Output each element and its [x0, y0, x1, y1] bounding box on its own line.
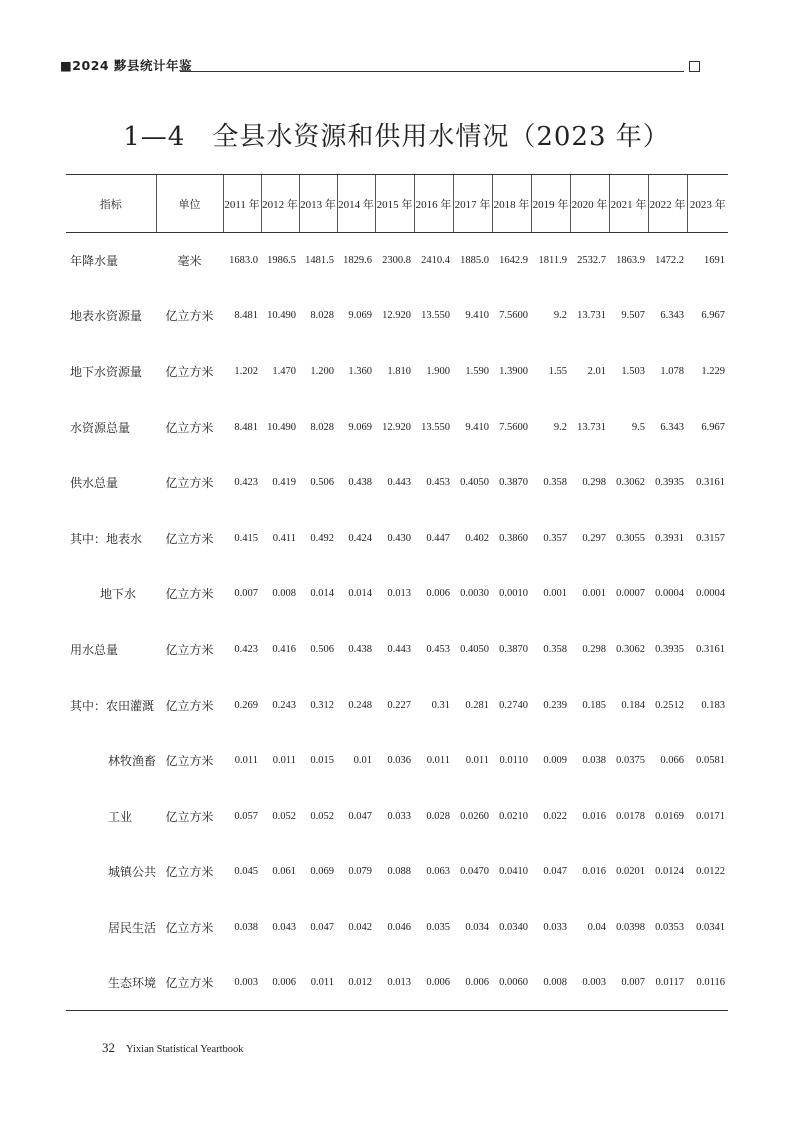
value-cell: 0.009: [543, 755, 567, 767]
value-cell: 0.243: [272, 699, 296, 711]
value-cell: 0.046: [387, 921, 411, 933]
value-cell: 0.31: [431, 699, 450, 711]
value-cell: 0.052: [310, 810, 334, 822]
value-cell: 0.0353: [655, 921, 684, 933]
value-cell: 1811.9: [538, 255, 567, 267]
table-row: [66, 733, 728, 789]
column-header: 2013 年: [299, 175, 337, 233]
unit-cell: 亿立方米: [165, 364, 214, 379]
unit-cell: 亿立方米: [165, 754, 214, 769]
table-row: [66, 288, 728, 344]
column-header: 2018 年: [492, 175, 531, 233]
value-cell: 0.4050: [460, 477, 489, 489]
value-cell: 0.447: [426, 532, 450, 544]
value-cell: 0.411: [272, 532, 296, 544]
value-cell: 1683.0: [229, 255, 258, 267]
value-cell: 9.410: [465, 421, 489, 433]
value-cell: 0.088: [387, 866, 411, 878]
value-cell: 0.008: [531, 955, 570, 1011]
value-cell: 0.028: [426, 810, 450, 822]
value-cell: 0.184: [621, 699, 645, 711]
value-cell: 1829.6: [343, 255, 372, 267]
value-cell: 0.069: [310, 866, 334, 878]
value-cell: 0.042: [348, 921, 372, 933]
column-header: 2023 年: [687, 175, 728, 233]
value-cell: 1885.0: [460, 255, 489, 267]
value-cell: 0.0470: [460, 866, 489, 878]
value-cell: 0.415: [234, 532, 258, 544]
column-header: 2021 年: [609, 175, 648, 233]
value-cell: 8.028: [310, 310, 334, 322]
value-cell: 9.069: [348, 421, 372, 433]
value-cell: 0.297: [582, 532, 606, 544]
value-cell: 0.011: [234, 755, 258, 767]
value-cell: 0.281: [465, 699, 489, 711]
value-cell: 0.0030: [460, 588, 489, 600]
value-cell: 0.3161: [696, 643, 725, 655]
value-cell: 7.5600: [499, 310, 528, 322]
value-cell: 9.069: [348, 310, 372, 322]
value-cell: 0.047: [348, 810, 372, 822]
value-cell: 0.453: [426, 643, 450, 655]
value-cell: 0.006: [453, 955, 492, 1011]
column-header: 2019 年: [531, 175, 570, 233]
value-cell: 0.079: [348, 866, 372, 878]
value-cell: 0.033: [387, 810, 411, 822]
value-cell: 0.035: [426, 921, 450, 933]
value-cell: 0.036: [387, 755, 411, 767]
value-cell: 0.0004: [655, 588, 684, 600]
value-cell: 0.0398: [616, 921, 645, 933]
header-rule: [180, 71, 684, 72]
value-cell: 0.0060: [492, 955, 531, 1011]
value-cell: 0.438: [348, 643, 372, 655]
value-cell: 0.0117: [648, 955, 687, 1011]
value-cell: 0.003: [570, 955, 609, 1011]
value-cell: 0.022: [543, 810, 567, 822]
value-cell: 9.507: [621, 310, 645, 322]
header-box-icon: [689, 61, 700, 72]
value-cell: 0.0169: [655, 810, 684, 822]
unit-cell: 毫米: [177, 254, 202, 269]
value-cell: 0.015: [310, 755, 334, 767]
value-cell: 0.047: [543, 866, 567, 878]
value-cell: 0.3055: [616, 532, 645, 544]
unit-cell: 亿立方米: [165, 587, 214, 602]
value-cell: 0.2512: [655, 699, 684, 711]
indicator-cell: 供水总量: [70, 476, 119, 491]
value-cell: 0.011: [426, 755, 450, 767]
value-cell: 0.038: [582, 755, 606, 767]
value-cell: 0.043: [272, 921, 296, 933]
value-cell: 0.0410: [499, 866, 528, 878]
column-header: 2015 年: [375, 175, 414, 233]
value-cell: 0.416: [272, 643, 296, 655]
value-cell: 0.4050: [460, 643, 489, 655]
value-cell: 1.202: [234, 365, 258, 377]
value-cell: 0.038: [234, 921, 258, 933]
value-cell: 2410.4: [421, 255, 450, 267]
value-cell: 7.5600: [499, 421, 528, 433]
value-cell: 0.430: [387, 532, 411, 544]
value-cell: 0.3062: [616, 643, 645, 655]
value-cell: 0.014: [310, 588, 334, 600]
value-cell: 0.0122: [696, 866, 725, 878]
value-cell: 13.550: [421, 310, 450, 322]
value-cell: 0.013: [375, 955, 414, 1011]
value-cell: 0.3935: [655, 477, 684, 489]
value-cell: 1.503: [621, 365, 645, 377]
value-cell: 0.008: [272, 588, 296, 600]
value-cell: 1.55: [548, 365, 567, 377]
unit-cell: 亿立方米: [165, 809, 214, 824]
value-cell: 0.438: [348, 477, 372, 489]
column-header: 2020 年: [570, 175, 609, 233]
page-title: 1—4 全县水资源和供用水情况（2023 年）: [123, 122, 670, 152]
value-cell: 0.01: [353, 755, 372, 767]
value-cell: 0.423: [234, 643, 258, 655]
indicator-cell: 用水总量: [70, 642, 119, 657]
value-cell: 10.490: [267, 421, 296, 433]
column-header: 2022 年: [648, 175, 687, 233]
value-cell: 0.3931: [655, 532, 684, 544]
value-cell: 0.012: [337, 955, 375, 1011]
table-row: [66, 844, 728, 900]
running-header: [60, 58, 700, 76]
yearbook-header-title: ■2024 黟县统计年鉴: [60, 58, 196, 74]
value-cell: 0.016: [582, 866, 606, 878]
value-cell: 0.506: [310, 477, 334, 489]
value-cell: 0.033: [543, 921, 567, 933]
value-cell: 6.967: [701, 421, 725, 433]
value-cell: 6.343: [660, 310, 684, 322]
table-body: [66, 233, 728, 1011]
value-cell: 0.443: [387, 643, 411, 655]
value-cell: 0.013: [387, 588, 411, 600]
page-footer: [102, 1040, 244, 1056]
value-cell: 0.183: [701, 699, 725, 711]
value-cell: 6.967: [701, 310, 725, 322]
value-cell: 0.001: [543, 588, 567, 600]
value-cell: 1.810: [387, 365, 411, 377]
value-cell: 0.298: [582, 643, 606, 655]
indicator-cell: 城镇公共: [108, 865, 157, 880]
value-cell: 0.034: [465, 921, 489, 933]
column-header: 单位: [156, 175, 223, 233]
value-cell: 0.3870: [499, 643, 528, 655]
value-cell: 0.424: [348, 532, 372, 544]
value-cell: 1863.9: [616, 255, 645, 267]
value-cell: 0.506: [310, 643, 334, 655]
unit-cell: 亿立方米: [165, 865, 214, 880]
unit-cell: 亿立方米: [165, 476, 214, 491]
value-cell: 0.0340: [499, 921, 528, 933]
unit-cell: 亿立方米: [165, 531, 214, 546]
table-row: [66, 455, 728, 511]
indicator-cell: 林牧渔畜: [108, 754, 157, 769]
value-cell: 13.731: [577, 421, 606, 433]
value-cell: 0.185: [582, 699, 606, 711]
column-header: 2017 年: [453, 175, 492, 233]
value-cell: 0.358: [543, 477, 567, 489]
value-cell: 0.006: [426, 588, 450, 600]
value-cell: 0.011: [465, 755, 489, 767]
value-cell: 8.481: [234, 310, 258, 322]
indicator-cell: 地下水: [100, 587, 137, 602]
value-cell: 2532.7: [577, 255, 606, 267]
value-cell: 0.3860: [499, 532, 528, 544]
value-cell: 8.028: [310, 421, 334, 433]
unit-cell: 亿立方米: [165, 420, 214, 435]
value-cell: 0.453: [426, 477, 450, 489]
value-cell: 1.229: [701, 365, 725, 377]
unit-cell: 亿立方米: [165, 698, 214, 713]
value-cell: 1.900: [426, 365, 450, 377]
table-row: [66, 622, 728, 678]
column-header: 2016 年: [414, 175, 453, 233]
unit-cell: 亿立方米: [165, 309, 214, 324]
value-cell: 0.269: [234, 699, 258, 711]
value-cell: 0.007: [609, 955, 648, 1011]
value-cell: 0.239: [543, 699, 567, 711]
value-cell: 0.357: [543, 532, 567, 544]
unit-cell: 亿立方米: [165, 920, 214, 935]
value-cell: 0.402: [465, 532, 489, 544]
value-cell: 0.0124: [655, 866, 684, 878]
value-cell: 0.052: [272, 810, 296, 822]
indicator-cell: 居民生活: [108, 920, 157, 935]
value-cell: 12.920: [382, 310, 411, 322]
value-cell: 2300.8: [382, 255, 411, 267]
column-header: 2014 年: [337, 175, 375, 233]
value-cell: 0.006: [414, 955, 453, 1011]
value-cell: 0.492: [310, 532, 334, 544]
value-cell: 0.066: [660, 755, 684, 767]
value-cell: 0.0260: [460, 810, 489, 822]
value-cell: 0.0581: [696, 755, 725, 767]
value-cell: 0.443: [387, 477, 411, 489]
value-cell: 0.016: [582, 810, 606, 822]
value-cell: 2.01: [587, 365, 606, 377]
value-cell: 0.0341: [696, 921, 725, 933]
column-header: 指标: [66, 175, 156, 233]
value-cell: 1.078: [660, 365, 684, 377]
value-cell: 0.227: [387, 699, 411, 711]
value-cell: 0.011: [299, 955, 337, 1011]
indicator-cell: 工业: [108, 809, 133, 824]
english-title: Yixian Statistical Yeartbook: [126, 1044, 244, 1055]
table-row: [66, 566, 728, 622]
indicator-cell: 年降水量: [70, 254, 119, 269]
value-cell: 0.0178: [616, 810, 645, 822]
value-cell: 0.3157: [696, 532, 725, 544]
value-cell: 1472.2: [655, 255, 684, 267]
value-cell: 0.3062: [616, 477, 645, 489]
value-cell: 0.3870: [499, 477, 528, 489]
table-row: [66, 955, 728, 1011]
indicator-cell: 其中：农田灌溉: [70, 698, 155, 713]
value-cell: 0.006: [261, 955, 299, 1011]
indicator-cell: 生态环境: [66, 955, 156, 1011]
value-cell: 13.731: [577, 310, 606, 322]
table-row: [66, 788, 728, 844]
value-cell: 0.0116: [687, 955, 728, 1011]
value-cell: 1.3900: [499, 365, 528, 377]
value-cell: 0.423: [234, 477, 258, 489]
indicator-cell: 水资源总量: [70, 420, 131, 435]
value-cell: 1986.5: [267, 255, 296, 267]
value-cell: 0.003: [223, 955, 261, 1011]
value-cell: 9.410: [465, 310, 489, 322]
value-cell: 9.2: [553, 310, 567, 322]
table-row: [66, 510, 728, 566]
value-cell: 0.057: [234, 810, 258, 822]
table-row: [66, 344, 728, 400]
value-cell: 0.0004: [696, 588, 725, 600]
value-cell: 0.298: [582, 477, 606, 489]
value-cell: 0.0010: [499, 588, 528, 600]
value-cell: 0.063: [426, 866, 450, 878]
indicator-cell: 地下水资源量: [70, 364, 143, 379]
value-cell: 1691: [704, 255, 725, 267]
value-cell: 1642.9: [499, 255, 528, 267]
value-cell: 0.061: [272, 866, 296, 878]
value-cell: 0.3161: [696, 477, 725, 489]
value-cell: 0.047: [310, 921, 334, 933]
value-cell: 0.0171: [696, 810, 725, 822]
value-cell: 1.470: [272, 365, 296, 377]
value-cell: 0.3935: [655, 643, 684, 655]
value-cell: 0.0110: [499, 755, 528, 767]
value-cell: 0.0210: [499, 810, 528, 822]
value-cell: 1.590: [465, 365, 489, 377]
value-cell: 0.419: [272, 477, 296, 489]
value-cell: 9.5: [631, 421, 645, 433]
value-cell: 10.490: [267, 310, 296, 322]
value-cell: 8.481: [234, 421, 258, 433]
value-cell: 0.358: [543, 643, 567, 655]
value-cell: 0.011: [272, 755, 296, 767]
value-cell: 0.001: [582, 588, 606, 600]
table-row: [66, 900, 728, 956]
value-cell: 1.360: [348, 365, 372, 377]
value-cell: 12.920: [382, 421, 411, 433]
indicator-cell: 地表水资源量: [70, 309, 143, 324]
value-cell: 0.014: [348, 588, 372, 600]
value-cell: 0.2740: [499, 699, 528, 711]
column-header: 2012 年: [261, 175, 299, 233]
column-header: 2011 年: [223, 175, 261, 233]
value-cell: 0.04: [587, 921, 606, 933]
value-cell: 0.045: [234, 866, 258, 878]
table-row: [66, 233, 728, 289]
value-cell: 0.0201: [616, 866, 645, 878]
unit-cell: 亿立方米: [156, 955, 223, 1011]
table-row: [66, 399, 728, 455]
table-header-row: [66, 175, 728, 233]
value-cell: 13.550: [421, 421, 450, 433]
unit-cell: 亿立方米: [165, 642, 214, 657]
indicator-cell: 其中：地表水: [70, 531, 143, 546]
value-cell: 0.248: [348, 699, 372, 711]
value-cell: 0.007: [234, 588, 258, 600]
value-cell: 1.200: [310, 365, 334, 377]
page-number: 32: [102, 1040, 115, 1055]
water-resources-table: [66, 174, 728, 1011]
table-row: [66, 677, 728, 733]
value-cell: 0.0007: [616, 588, 645, 600]
value-cell: 6.343: [660, 421, 684, 433]
value-cell: 9.2: [553, 421, 567, 433]
value-cell: 1481.5: [305, 255, 334, 267]
value-cell: 0.312: [310, 699, 334, 711]
value-cell: 0.0375: [616, 755, 645, 767]
